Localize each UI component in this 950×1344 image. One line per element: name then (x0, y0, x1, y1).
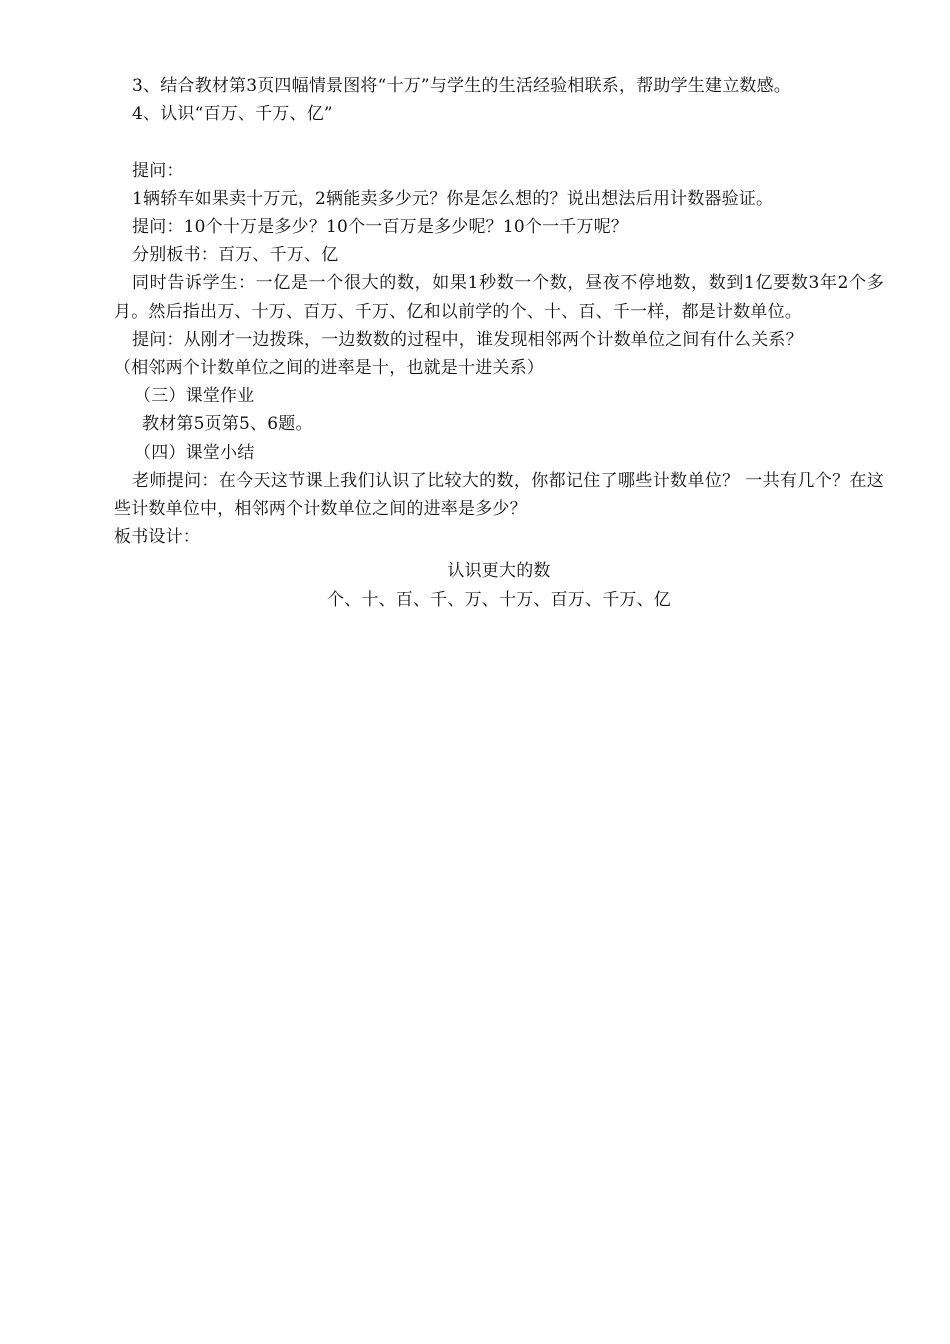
section-classwork-heading: （三）课堂作业 (134, 386, 255, 407)
answer-decimal-relation: （相邻两个计数单位之间的进率是十，也就是十进关系） (114, 358, 544, 379)
question-label: 提问： (132, 160, 184, 181)
board-title: 认识更大的数 (447, 561, 551, 582)
board-design-label: 板书设计： (114, 527, 200, 548)
blank-line (114, 128, 884, 156)
homework-text: 教材第5页第5、6题。 (142, 414, 313, 435)
summary-paragraph: 老师提问：在今天这节课上我们认识了比较大的数，你都记住了哪些计数单位？ 一共有几个？在这些计数单位中，相邻两个计数单位之间的进率是多少？ (114, 470, 884, 520)
board-writing-note: 分别板书：百万、千万、亿 (132, 245, 339, 266)
step-3-text: 3、结合教材第3页四幅情景图将“十万”与学生的生活经验相联系，帮助学生建立数感。 (132, 76, 792, 96)
lesson-plan-page (114, 72, 884, 614)
question-car-price: 1辆轿车如果卖十万元，2辆能卖多少元？你是怎么想的？说出想法后用计数器验证。 (132, 188, 774, 209)
board-units-list: 个、十、百、千、万、十万、百万、千万、亿 (327, 589, 671, 610)
step-4-heading: 4、认识“百万、千万、亿” (132, 104, 333, 125)
question-ten-units: 提问：10个十万是多少？10个一百万是多少呢？10个一千万呢？ (132, 217, 629, 237)
question-adjacent-units: 提问：从刚才一边拨珠，一边数数的过程中，谁发现相邻两个计数单位之间有什么关系？ (132, 329, 803, 350)
explanation-paragraph: 同时告诉学生：一亿是一个很大的数，如果1秒数一个数，昼夜不停地数，数到1亿要数3年2个多月。然后指出万、十万、百万、千万、亿和以前学的个、十、百、千一样，都是计数单位。 (114, 273, 884, 322)
section-summary-heading: （四）课堂小结 (134, 442, 255, 463)
